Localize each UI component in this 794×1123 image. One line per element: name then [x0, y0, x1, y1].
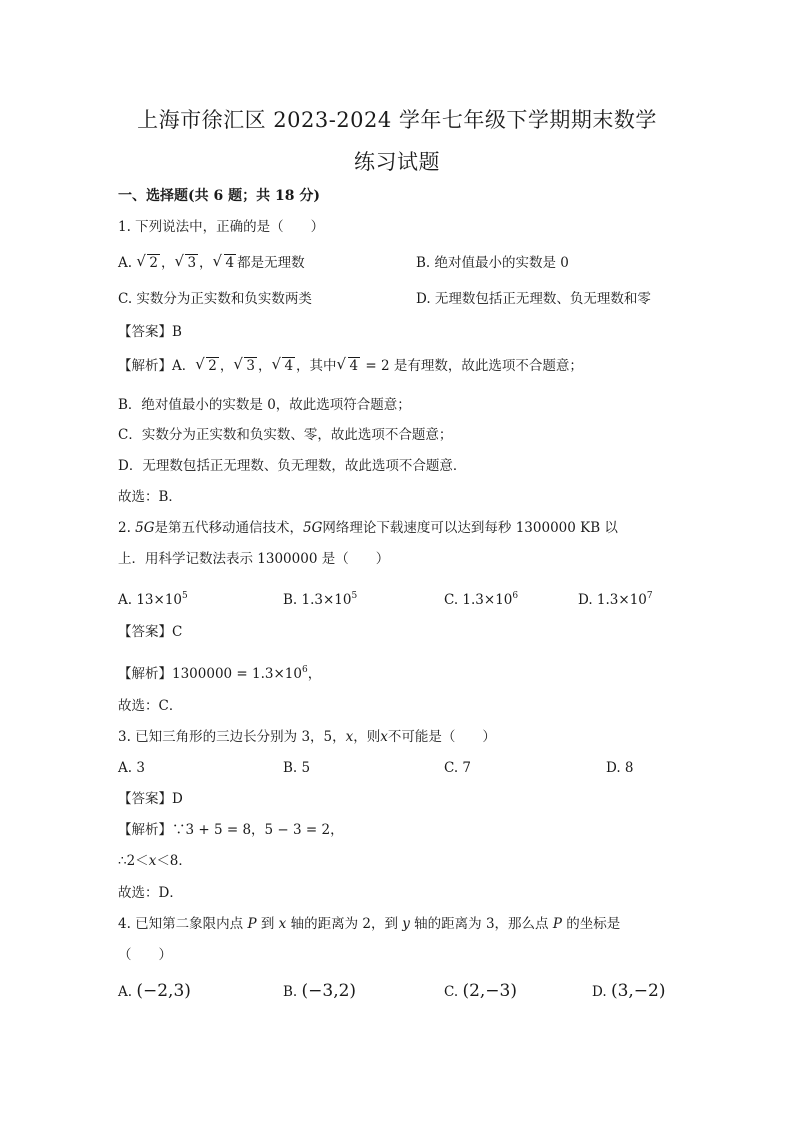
q3-option-a: A. 3 [118, 760, 145, 776]
q3-stem [118, 728, 496, 746]
q2-option-b [283, 587, 357, 609]
q2-option-b-text: B. 1.3×10 [283, 592, 352, 608]
separator: ， [199, 255, 213, 271]
q3-analysis-text: ＜8． [156, 853, 192, 869]
q2-option-d-text: D. 1.3×10 [578, 592, 647, 608]
separator: ， [160, 255, 175, 271]
q4-stem-text: 4. 已知第二象限内点 [118, 916, 248, 932]
pick-label: 故选： [118, 698, 159, 714]
q4-stem-text: 轴的距离为 2，到 [286, 916, 403, 932]
q4-option-c [444, 982, 517, 1001]
exponent: 6 [301, 665, 308, 675]
q4-stem-text: 的坐标是 [561, 916, 621, 932]
q1-option-b: B. 绝对值最小的实数是 0 [416, 255, 569, 271]
q1-analysis-line1 [118, 357, 583, 375]
sqrt-symbol [213, 254, 237, 272]
q3-answer-value: D [172, 791, 183, 807]
q3-analysis-line1 [118, 821, 344, 839]
radicand: 4 [284, 358, 294, 374]
q2-pick-value: C． [158, 698, 183, 714]
q1-option-a-radicand-1: 2 [149, 255, 158, 271]
q1-analysis-line3: C．实数分为正实数和负实数、零，故此选项不合题意； [118, 427, 453, 443]
q2-number: 2. [118, 520, 136, 536]
analysis-label: 【解析】 [118, 822, 172, 838]
q4-stem-text: 轴的距离为 3，那么点 [409, 916, 553, 932]
q2-analysis-text: 1300000 = 1.3×10 [172, 666, 302, 682]
q2-option-d [578, 587, 653, 609]
sqrt-symbol [195, 357, 219, 375]
q1-option-a [118, 254, 305, 272]
variable-x: x [380, 729, 388, 745]
exponent: 5 [351, 591, 358, 601]
point-p: P [552, 916, 562, 932]
q2-stem-text: 是第五代移动通信技术， [154, 520, 304, 536]
q3-analysis-text: ∵3 + 5 = 8，5 − 3 = 2， [172, 822, 344, 838]
q2-option-a [118, 587, 188, 609]
q2-stem-line2: 上．用科学记数法表示 1300000 是（ ） [118, 551, 390, 567]
q1-option-a-text: 都是无理数 [237, 255, 305, 271]
q3-pick [118, 884, 183, 902]
q4-stem-text: 到 [256, 916, 279, 932]
variable-x: x [345, 729, 354, 745]
axis-x: x [278, 916, 287, 932]
q1-option-a-radicand-2: 3 [187, 255, 197, 271]
separator: ， [257, 358, 272, 374]
q3-stem-text: ，则 [353, 729, 381, 745]
separator: ， [219, 358, 234, 374]
q3-option-b: B. 5 [283, 760, 311, 776]
q2-answer-value: C [172, 624, 183, 640]
separator: ， [307, 666, 322, 682]
q4-option-b-label: B. [283, 984, 298, 1000]
q2-stem-text: 网络理论下载速度可以达到每秒 1300000 KB 以 [322, 520, 618, 536]
answer-label: 【答案】 [118, 624, 172, 640]
variable-x: x [148, 853, 157, 869]
doc-title-line1: 上海市徐汇区 2023-2024 学年七年级下学期期末数学 [137, 108, 657, 132]
q3-answer [118, 790, 183, 808]
q1-analysis-line4: D．无理数包括正无理数、负无理数，故此选项不合题意． [118, 458, 467, 474]
q4-stem-line2: （ ） [118, 947, 172, 963]
sqrt-symbol [337, 357, 361, 375]
q1-stem: 1. 下列说法中，正确的是（ ） [118, 219, 325, 235]
radicand: 2 [208, 358, 217, 374]
q3-stem-text: 不可能是（ ） [387, 729, 496, 745]
q3-stem-text: 3. 已知三角形的三边长分别为 3，5， [118, 729, 346, 745]
axis-y: y [402, 916, 410, 932]
pick-label: 故选： [118, 885, 159, 901]
q1-option-a-label: A. [118, 255, 133, 271]
q1-analysis-mid: ，其中 [296, 358, 337, 374]
q2-stem-line1 [118, 519, 618, 537]
q4-option-a-value: (−2,3) [136, 981, 191, 1001]
q4-option-d [592, 982, 665, 1001]
radicand: 3 [246, 358, 255, 374]
exponent: 7 [646, 591, 653, 601]
q2-option-c [444, 587, 518, 609]
q2-analysis [118, 661, 321, 683]
q1-answer [118, 323, 182, 341]
q3-analysis-line2 [118, 852, 192, 870]
q1-pick [118, 488, 182, 506]
q1-option-d: D. 无理数包括正无理数、负无理数和零 [416, 291, 651, 307]
q3-option-c: C. 7 [444, 760, 472, 776]
radicand: 4 [349, 358, 359, 374]
q1-analysis-line2: B．绝对值最小的实数是 0，故此选项符合题意； [118, 397, 411, 413]
doc-title-line2: 练习试题 [354, 150, 440, 174]
analysis-label: 【解析】 [118, 358, 172, 374]
pick-label: 故选： [118, 489, 159, 505]
answer-label: 【答案】 [118, 324, 172, 340]
q1-answer-value: B [172, 324, 182, 340]
section-heading: 一、选择题(共 6 题；共 18 分) [118, 188, 320, 204]
q2-option-c-text: C. 1.3×10 [444, 592, 513, 608]
q4-option-d-value: (3,−2) [610, 981, 666, 1001]
q1-option-a-radicand-3: 4 [225, 255, 235, 271]
q2-5g-term: 5G [303, 520, 323, 536]
answer-label: 【答案】 [118, 791, 172, 807]
q4-option-a [118, 982, 191, 1001]
q1-option-c: C. 实数分为正实数和负实数两类 [118, 291, 312, 307]
q4-option-a-label: A. [118, 984, 133, 1000]
point-p: P [247, 916, 257, 932]
sqrt-symbol [174, 254, 198, 272]
exponent: 5 [182, 591, 188, 601]
q1-pick-value: B． [158, 489, 182, 505]
exponent: 6 [512, 591, 519, 601]
q1-analysis-prefix: A． [172, 358, 196, 374]
q3-pick-value: D． [158, 885, 183, 901]
q4-option-c-label: C. [444, 984, 459, 1000]
sqrt-symbol [233, 357, 257, 375]
q4-stem-line1 [118, 915, 620, 933]
sqrt-symbol [136, 254, 160, 272]
q4-option-c-value: (2,−3) [462, 981, 517, 1001]
q2-5g-term: 5G [135, 520, 155, 536]
q2-option-a-text: A. 13×10 [118, 592, 182, 608]
q3-analysis-text: ∴2＜ [118, 853, 149, 869]
sqrt-symbol [271, 357, 295, 375]
q4-option-b-value: (−3,2) [301, 981, 357, 1001]
q3-option-d: D. 8 [606, 760, 634, 776]
q4-option-d-label: D. [592, 984, 607, 1000]
q4-option-b [283, 982, 356, 1001]
q1-analysis-tail: = 2 是有理数，故此选项不合题意； [361, 358, 583, 374]
analysis-label: 【解析】 [118, 666, 172, 682]
q2-pick [118, 697, 182, 715]
q2-answer [118, 623, 182, 641]
